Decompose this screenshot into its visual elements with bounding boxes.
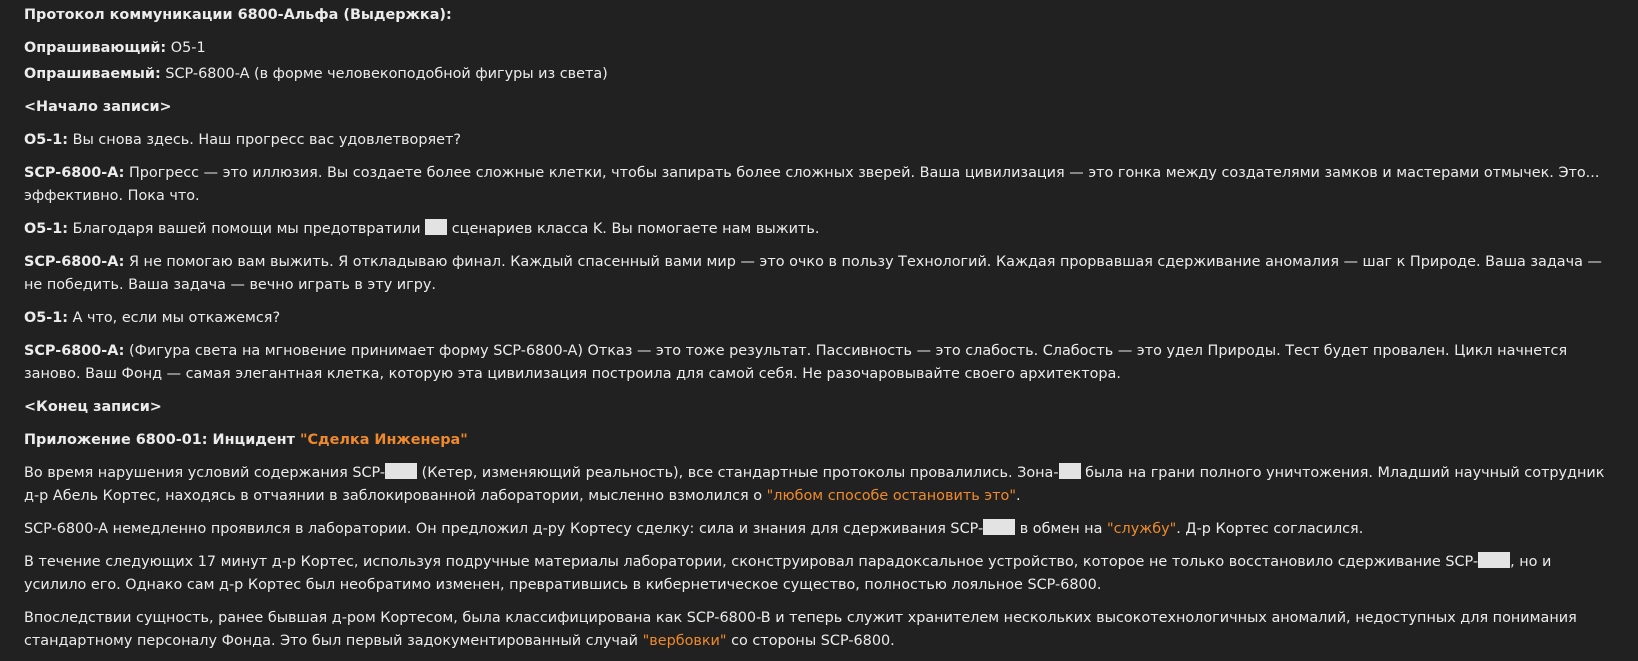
speaker: O5-1: (24, 132, 68, 148)
appendix-title-highlight: "Сделка Инженера" (299, 432, 468, 448)
speech: А что, если мы откажемся? (68, 310, 281, 326)
interviewee-value: SCP-6800-A (в форме человекоподобной фигуры из света) (165, 66, 608, 82)
interviewer-value: O5-1 (170, 40, 206, 56)
protocol-title: Протокол коммуникации 6800-Альфа (Выдержка): (24, 7, 452, 23)
dialogue-line (24, 307, 1614, 330)
dialogue-line (24, 340, 1614, 386)
appendix-paragraph: Во время нарушения условий содержания SCP- (Кетер, изменяющий реальность), все стандартные протоколы провалились. Зона- была на грани полного уничтожения. Младший научный сотрудник д-р Абель Кортес, находясь в отчаянии в заблокированной лаборатории, мысленно взмолился о "любом способе остановить это". (24, 465, 1605, 504)
interviewer-line (24, 37, 1614, 60)
speaker: SCP-6800-A: (24, 343, 125, 359)
speech: Прогресс — это иллюзия. Вы создаете более сложные клетки, чтобы запирать более сложных зверей. Ваша цивилизация — это гонка между создателями замков и мастерами отмычек. Это... эффективно. Пока что. (24, 165, 1600, 204)
speaker: O5-1: (24, 221, 68, 237)
redaction-block (1478, 552, 1510, 568)
speaker: SCP-6800-A: (24, 254, 125, 270)
speaker: SCP-6800-A: (24, 165, 125, 181)
record-end: <Конец записи> (24, 399, 162, 415)
speaker: O5-1: (24, 310, 68, 326)
speech: Вы снова здесь. Наш прогресс вас удовлетворяет? (68, 132, 461, 148)
interviewer-label: Опрашивающий: (24, 40, 167, 56)
redaction-block (1059, 463, 1081, 479)
dialogue-line (24, 162, 1614, 208)
dialogue-line (24, 251, 1614, 297)
speech: (Фигура света на мгновение принимает форму SCP-6800-A) Отказ — это тоже результат. Пассивность — это слабость. Слабость — это удел Природы. Тест будет провален. Цикл начнется заново. Ваш Фонд — самая элегантная клетка, которую эта цивилизация построила для самой себя. Не разочаровывайте своего архитектора. (24, 343, 1568, 382)
highlight-text: "службу" (1106, 521, 1177, 537)
appendix-paragraph: Впоследствии сущность, ранее бывшая д-ром Кортесом, была классифицирована как SCP-6800-B и теперь служит хранителем нескольких высокотехнологичных аномалий, недоступных для понимания стандартному персоналу Фонда. Это был первый задокументированный случай "вербовки" со стороны SCP-6800. (24, 610, 1577, 649)
interviewee-label: Опрашиваемый: (24, 66, 161, 82)
appendix-paragraph: В течение следующих 17 минут д-р Кортес, используя подручные материалы лаборатории, сконструировал парадоксальное устройство, которое не только восстановило сдерживание SCP- , но и усилило его. Однако сам д-р Кортес был необратимо изменен, превратившись в кибернетическое существо, полностью лояльное SCP-6800. (24, 554, 1552, 593)
record-start: <Начало записи> (24, 99, 172, 115)
speech: Благодаря вашей помощи мы предотвратили (68, 221, 426, 237)
speech: Я не помогаю вам выжить. Я откладываю финал. Каждый спасенный вами мир — это очко в пользу Технологий. Каждая прорвавшая сдерживание аномалия — шаг к Природе. Ваша задача — не победить. Ваша задача — вечно играть в эту игру. (24, 254, 1602, 293)
dialogue-line (24, 129, 1614, 152)
redaction-block (385, 463, 417, 479)
appendix-paragraph: SCP-6800-A немедленно проявился в лаборатории. Он предложил д-ру Кортесу сделку: сила и знания для сдерживания SCP- в обмен на "службу". Д-р Кортес согласился. (24, 521, 1364, 537)
interviewee-line (24, 63, 1614, 86)
speech: сценариев класса K. Вы помогаете нам выжить. (447, 221, 820, 237)
highlight-text: "вербовки" (642, 633, 727, 649)
redaction-block (983, 519, 1015, 535)
dialogue-line (24, 218, 1614, 241)
highlight-text: "любом способе остановить это" (766, 488, 1016, 504)
redaction-block (425, 219, 447, 235)
appendix-title: Приложение 6800-01: Инцидент "Сделка Инженера" (24, 432, 468, 448)
